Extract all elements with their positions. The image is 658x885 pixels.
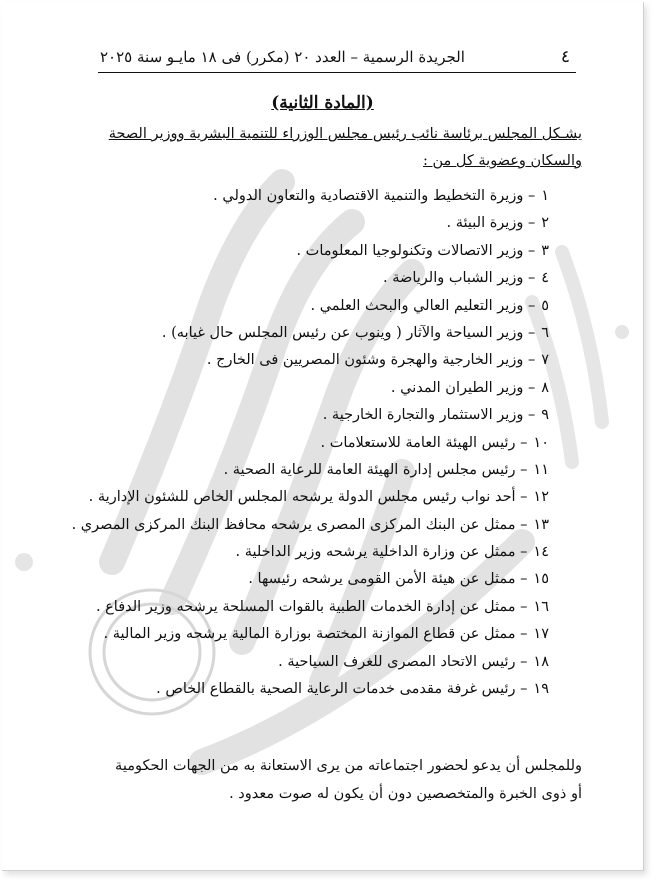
list-item [72,375,549,402]
page-number: ٤ [560,47,570,67]
item-text: – وزير الخارجية والهجرة وشئون المصريين فى الخارج . [206,352,536,369]
item-number: ١٧ [533,626,549,643]
list-item [72,293,549,320]
closing-line-1: وللمجلس أن يدعو لحضور اجتماعاته من يرى الاستعانة به من الجهات الحكومية [115,758,582,774]
list-item [72,430,549,457]
item-number: ١١ [533,461,549,478]
item-number: ٧ [541,352,549,369]
item-number: ١٥ [533,571,549,588]
list-item [72,484,549,511]
item-text: – ممثل عن إدارة الخدمات الطبية بالقوات المسلحة يرشحه وزير الدفاع . [95,598,528,615]
item-text: – وزير الاتصالات وتكنولوجيا المعلومات . [296,242,536,259]
item-number: ٥ [541,297,549,314]
list-item [72,676,549,703]
list-item [72,320,549,347]
item-number: ١٨ [533,653,549,670]
item-text: – رئيس الاتحاد المصرى للغرف السياحية . [278,653,528,670]
list-item [72,183,549,210]
item-text: – وزيرة البيئة . [446,215,536,232]
page-header [98,42,576,73]
item-number: ١٤ [533,544,549,561]
list-item [72,265,549,292]
item-text: – ممثل عن وزارة الداخلية يرشحه وزير الداخلية . [235,544,528,561]
closing-line-2: أو ذوى الخبرة والمتخصصين دون أن يكون له صوت معدود . [229,786,582,802]
list-item [72,402,549,429]
item-text: – وزير الشباب والرياضة . [383,270,536,287]
item-text: – وزير السياحة والآثار ( وينوب عن رئيس المجلس حال غيابه) . [161,324,536,341]
members-list [72,183,549,703]
list-item [72,649,549,676]
item-number: ٢ [541,215,549,232]
item-number: ١٢ [533,489,549,506]
list-item [72,539,549,566]
intro-line-2-text: والسكان وعضوية كل من : [423,153,582,169]
item-text: – وزير الطيران المدني . [390,379,536,396]
list-item [72,621,549,648]
item-number: ١٠ [533,434,549,451]
item-text: – ممثل عن قطاع الموازنة المختصة بوزارة المالية يرشحه وزير المالية . [103,626,528,643]
list-item [72,347,549,374]
item-text: – أحد نواب رئيس مجلس الدولة يرشحه المجلس الخاص للشئون الإدارية . [88,489,528,506]
article-title: (المادة الثانية) [271,93,374,113]
item-text: – ممثل عن البنك المركزى المصرى يرشحه محافظ البنك المركزى المصري . [71,516,528,533]
item-number: ٦ [541,324,549,341]
intro-line-2 [95,153,582,169]
item-number: ١٦ [533,598,549,615]
item-text: – رئيس مجلس إدارة الهيئة العامة للرعاية الصحية . [223,461,528,478]
list-item [72,238,549,265]
list-item [72,210,549,237]
gazette-page [2,2,644,871]
item-number: ١ [541,188,549,204]
item-number: ١٩ [533,681,549,698]
item-text: – وزير التعليم العالي والبحث العلمي . [310,297,536,314]
intro-line-1: يشـكل المجلس برئاسة نائب رئيس مجلس الوزراء للتنمية البشرية ووزير الصحة [108,126,582,142]
item-text: – ممثل عن هيئة الأمن القومى يرشحه رئيسها . [248,571,528,588]
item-number: ١٣ [533,516,549,533]
item-text: – وزيرة التخطيط والتنمية الاقتصادية والتعاون الدولي . [213,188,536,204]
list-item [72,594,549,621]
item-text: – رئيس غرفة مقدمى خدمات الرعاية الصحية بالقطاع الخاص . [156,681,528,698]
list-item [72,512,549,539]
item-number: ٤ [541,270,549,287]
item-text: – رئيس الهيئة العامة للاستعلامات . [320,434,528,451]
item-number: ٣ [541,242,549,259]
item-number: ٨ [541,379,549,396]
item-number: ٩ [541,407,549,424]
list-item [72,566,549,593]
item-text: – وزير الاستثمار والتجارة الخارجية . [322,407,536,424]
list-item [72,457,549,484]
issue-line: الجريدة الرسمية – العدد ٢٠ (مكرر) فى ١٨ مايـو سنة ٢٠٢٥ [100,48,465,66]
